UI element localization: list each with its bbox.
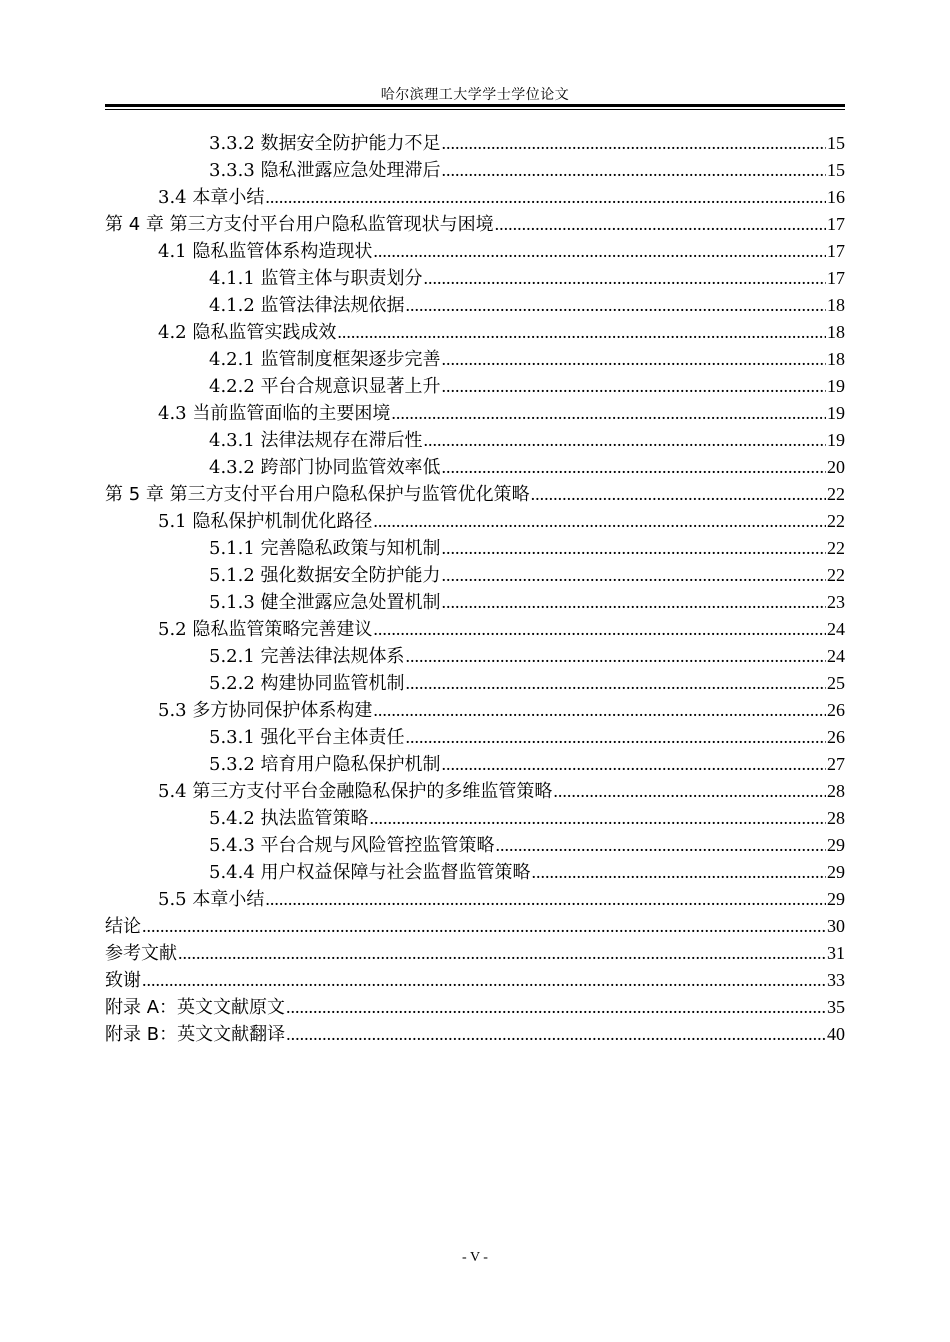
toc-entry-page-number: 29 [827,835,845,855]
toc-dot-leader [373,616,826,643]
toc-dot-leader [178,940,826,967]
toc-dot-leader [265,184,826,211]
toc-dot-leader [142,967,826,994]
toc-entry-page-number: 27 [827,754,845,774]
toc-entry-title: 4.3.1 法律法规存在滞后性 [209,430,423,451]
toc-dot-leader [553,778,826,805]
table-of-contents [105,130,845,1048]
toc-entry[interactable] [105,805,845,832]
toc-entry[interactable] [105,616,845,643]
toc-entry[interactable] [105,1021,845,1048]
toc-entry-title: 致谢 [105,970,141,991]
toc-entry-title: 5.5 本章小结 [158,889,265,910]
toc-entry-page-number: 18 [827,295,845,315]
toc-entry[interactable] [105,346,845,373]
toc-entry-title: 4.2.1 监管制度框架逐步完善 [209,349,441,370]
toc-dot-leader [406,643,826,670]
toc-entry-title: 5.2.2 构建协同监管机制 [209,673,405,694]
toc-entry[interactable] [105,508,845,535]
toc-entry-page-number: 28 [827,781,845,801]
toc-entry[interactable] [105,238,845,265]
toc-entry-title: 结论 [105,916,141,937]
toc-entry-page-number: 17 [827,241,845,261]
toc-entry[interactable] [105,319,845,346]
toc-entry-title: 4.3 当前监管面临的主要困境 [158,403,391,424]
page-header-title: 哈尔滨理工大学学士学位论文 [380,87,570,103]
toc-entry-page-number: 23 [827,592,845,612]
toc-entry[interactable] [105,589,845,616]
toc-entry-title: 5.1.3 健全泄露应急处置机制 [209,592,441,613]
toc-entry[interactable] [105,751,845,778]
toc-entry[interactable] [105,643,845,670]
toc-entry-title: 第 4 章 第三方支付平台用户隐私监管现状与困境 [105,214,494,235]
toc-entry-title: 5.3 多方协同保护体系构建 [158,700,373,721]
toc-dot-leader [370,805,826,832]
header-rule-thick [105,104,845,107]
toc-entry[interactable] [105,859,845,886]
toc-dot-leader [142,913,826,940]
toc-entry-page-number: 29 [827,862,845,882]
toc-entry-title: 4.2 隐私监管实践成效 [158,322,337,343]
toc-dot-leader [424,427,826,454]
toc-entry[interactable] [105,994,845,1021]
toc-entry-title: 5.3.2 培育用户隐私保护机制 [209,754,441,775]
toc-entry[interactable] [105,427,845,454]
toc-entry[interactable] [105,940,845,967]
toc-entry-title: 5.1.2 强化数据安全防护能力 [209,565,441,586]
toc-entry-page-number: 17 [827,214,845,234]
toc-entry-page-number: 20 [827,457,845,477]
toc-dot-leader [442,535,826,562]
toc-entry-title: 附录 B：英文文献翻译 [105,1024,286,1045]
toc-entry-title: 5.4.2 执法监管策略 [209,808,369,829]
toc-entry-title: 5.1 隐私保护机制优化路径 [158,511,373,532]
toc-entry[interactable] [105,562,845,589]
toc-entry-title: 4.1.2 监管法律法规依据 [209,295,405,316]
toc-dot-leader [442,157,826,184]
toc-entry-page-number: 31 [827,943,845,963]
toc-entry[interactable] [105,481,845,508]
toc-entry-page-number: 22 [827,565,845,585]
toc-entry-page-number: 16 [827,187,845,207]
toc-dot-leader [373,238,826,265]
toc-entry-title: 3.4 本章小结 [158,187,265,208]
toc-dot-leader [406,292,826,319]
toc-entry-title: 5.2 隐私监管策略完善建议 [158,619,373,640]
toc-entry[interactable] [105,697,845,724]
toc-entry-title: 第 5 章 第三方支付平台用户隐私保护与监管优化策略 [105,484,530,505]
toc-entry[interactable] [105,967,845,994]
toc-dot-leader [286,994,826,1021]
toc-entry[interactable] [105,400,845,427]
toc-dot-leader [406,724,826,751]
toc-dot-leader [391,400,826,427]
toc-dot-leader [373,508,826,535]
toc-entry-page-number: 22 [827,484,845,504]
toc-entry[interactable] [105,832,845,859]
toc-entry-page-number: 25 [827,673,845,693]
toc-entry-title: 4.1.1 监管主体与职责划分 [209,268,423,289]
toc-dot-leader [495,211,826,238]
toc-dot-leader [496,832,826,859]
toc-dot-leader [442,562,826,589]
toc-entry[interactable] [105,211,845,238]
toc-dot-leader [337,319,826,346]
toc-entry[interactable] [105,292,845,319]
toc-entry[interactable] [105,778,845,805]
toc-entry-page-number: 18 [827,322,845,342]
toc-entry-page-number: 19 [827,430,845,450]
toc-entry-title: 5.3.1 强化平台主体责任 [209,727,405,748]
toc-entry-title: 3.3.2 数据安全防护能力不足 [209,133,441,154]
toc-dot-leader [424,265,826,292]
toc-dot-leader [406,670,826,697]
toc-entry-page-number: 30 [827,916,845,936]
toc-entry[interactable] [105,535,845,562]
toc-entry[interactable] [105,184,845,211]
toc-dot-leader [442,454,826,481]
toc-entry-title: 4.3.2 跨部门协同监管效率低 [209,457,441,478]
header-rule-thin [105,109,845,110]
toc-entry[interactable] [105,130,845,157]
toc-entry-page-number: 22 [827,511,845,531]
toc-dot-leader [442,751,826,778]
toc-dot-leader [442,589,826,616]
toc-entry-title: 5.4 第三方支付平台金融隐私保护的多维监管策略 [158,781,553,802]
toc-entry-page-number: 19 [827,376,845,396]
toc-entry-page-number: 17 [827,268,845,288]
toc-entry-title: 附录 A：英文文献原文 [105,997,286,1018]
toc-entry-page-number: 26 [827,700,845,720]
toc-entry-page-number: 33 [827,970,845,990]
toc-entry-title: 4.1 隐私监管体系构造现状 [158,241,373,262]
toc-dot-leader [373,697,826,724]
toc-entry-title: 4.2.2 平台合规意识显著上升 [209,376,441,397]
toc-dot-leader [265,886,826,913]
toc-dot-leader [532,859,826,886]
toc-entry-page-number: 24 [827,646,845,666]
toc-entry-page-number: 28 [827,808,845,828]
toc-entry-page-number: 35 [827,997,845,1017]
toc-entry-page-number: 15 [827,133,845,153]
toc-entry-page-number: 40 [827,1024,845,1044]
toc-entry[interactable] [105,886,845,913]
toc-entry-title: 5.4.3 平台合规与风险管控监管策略 [209,835,495,856]
toc-entry[interactable] [105,373,845,400]
toc-entry[interactable] [105,670,845,697]
toc-entry[interactable] [105,157,845,184]
toc-dot-leader [442,346,826,373]
toc-dot-leader [531,481,826,508]
toc-entry-page-number: 18 [827,349,845,369]
toc-entry[interactable] [105,454,845,481]
toc-entry-title: 5.2.1 完善法律法规体系 [209,646,405,667]
toc-entry[interactable] [105,913,845,940]
toc-entry[interactable] [105,265,845,292]
toc-dot-leader [286,1021,826,1048]
toc-entry-page-number: 15 [827,160,845,180]
toc-entry-page-number: 19 [827,403,845,423]
toc-entry-page-number: 22 [827,538,845,558]
toc-entry-title: 5.4.4 用户权益保障与社会监督监管策略 [209,862,531,883]
toc-dot-leader [442,373,826,400]
toc-entry-page-number: 24 [827,619,845,639]
toc-entry-page-number: 29 [827,889,845,909]
toc-entry-title: 参考文献 [105,943,177,964]
footer-page-number: - V - [462,1250,488,1265]
toc-dot-leader [442,130,826,157]
toc-entry[interactable] [105,724,845,751]
toc-entry-page-number: 26 [827,727,845,747]
toc-entry-title: 5.1.1 完善隐私政策与知机制 [209,538,441,559]
toc-entry-title: 3.3.3 隐私泄露应急处理滞后 [209,160,441,181]
